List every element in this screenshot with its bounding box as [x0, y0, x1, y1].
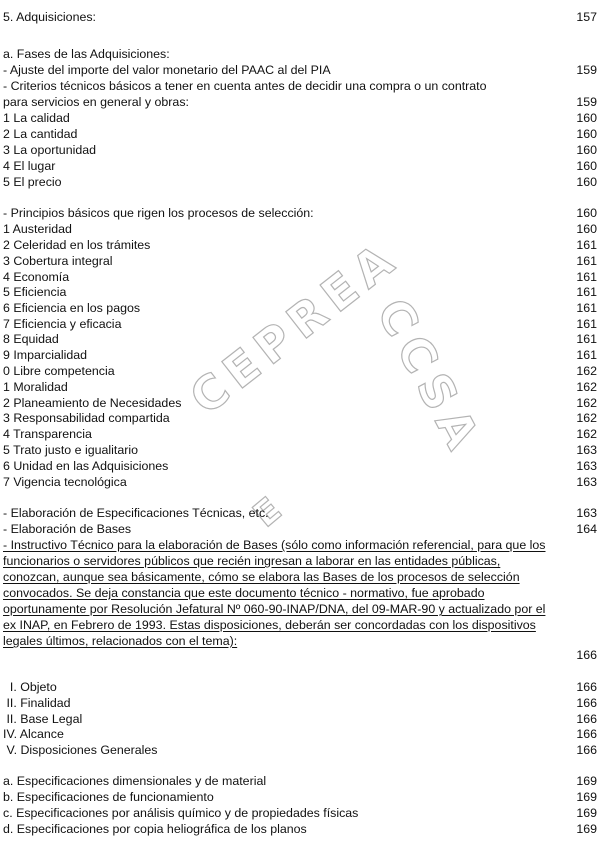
entry-text: II. Base Legal	[3, 712, 83, 726]
entry-text: 2 La cantidad	[3, 127, 78, 141]
toc-entry	[0, 379, 600, 395]
entry-page: 162	[576, 396, 597, 410]
toc-entry	[0, 458, 600, 474]
entry-text: 3 La oportunidad	[3, 143, 97, 157]
entry-text: 7 Eficiencia y eficacia	[3, 317, 122, 331]
entry-page: 166	[576, 712, 597, 726]
entry-text: 5. Adquisiciones:	[3, 10, 96, 24]
toc-entry	[0, 110, 600, 126]
entry-page: 163	[576, 459, 597, 473]
watermark-bottom: CCSA	[366, 289, 494, 465]
entry-page: 160	[576, 175, 597, 189]
entry-text: 2 Celeridad en los trámites	[3, 238, 151, 252]
toc-entry	[0, 331, 600, 347]
toc-entry	[0, 300, 600, 316]
entry-page: 162	[576, 380, 597, 394]
entry-page: 169	[576, 822, 597, 836]
section-entry	[0, 742, 600, 758]
entry-text: 2 Planeamiento de Necesidades	[3, 396, 182, 410]
entry-text: 4 Economía	[3, 270, 70, 284]
toc-entry	[0, 62, 600, 78]
entry-page: 161	[576, 285, 597, 299]
section-entry	[0, 679, 600, 695]
entry-page: 161	[576, 254, 597, 268]
toc-entry	[0, 474, 600, 490]
entry-text: - Principios básicos que rigen los procesos de selección:	[3, 206, 314, 220]
toc-entry	[0, 174, 600, 190]
toc-entry	[0, 347, 600, 363]
entry-page: 161	[576, 301, 597, 315]
toc-entry	[0, 442, 600, 458]
toc-entry	[0, 46, 600, 62]
entry-page: 166	[576, 727, 597, 741]
entry-page: 162	[576, 411, 597, 425]
entry-text: 5 Trato justo e igualitario	[3, 443, 138, 457]
entry-page: 164	[576, 522, 597, 536]
section-entry	[0, 726, 600, 742]
entry-text: - Criterios técnicos básicos a tener en cuenta antes de decidir una compra o un contrato	[3, 79, 487, 93]
entry-page: 160	[576, 127, 597, 141]
entry-page: 162	[576, 364, 597, 378]
entry-text: I. Objeto	[3, 680, 57, 694]
spec-entry	[0, 773, 600, 789]
entry-page: 163	[576, 443, 597, 457]
entry-page: 159	[576, 63, 597, 77]
entry-text: - Elaboración de Bases	[3, 522, 132, 536]
toc-entry	[0, 505, 600, 521]
entry-text: 5 Eficiencia	[3, 285, 67, 299]
instructivo-paragraph	[3, 537, 551, 649]
toc-entry	[0, 316, 600, 332]
entry-text: 6 Eficiencia en los pagos	[3, 301, 141, 315]
entry-page: 166	[576, 696, 597, 710]
instructivo-page-row	[0, 647, 600, 663]
spec-entry	[0, 805, 600, 821]
section-entry	[0, 695, 600, 711]
entry-text: 1 La calidad	[3, 111, 70, 125]
entry-text: 5 El precio	[3, 175, 62, 189]
entry-page: 159	[576, 95, 597, 109]
entry-text: 4 Transparencia	[3, 427, 92, 441]
entry-page: 161	[576, 332, 597, 346]
entry-text: 8 Equidad	[3, 332, 59, 346]
entry-text: a. Especificaciones dimensionales y de material	[3, 774, 267, 788]
toc-entry	[0, 395, 600, 411]
toc-entry	[0, 94, 600, 110]
entry-text: 9 Imparcialidad	[3, 348, 88, 362]
entry-page: 161	[576, 348, 597, 362]
toc-entry	[0, 237, 600, 253]
entry-text: IV. Alcance	[3, 727, 64, 741]
entry-page: 163	[576, 506, 597, 520]
entry-text: - Ajuste del importe del valor monetario del PAAC al del PIA	[3, 63, 331, 77]
toc-entry	[0, 205, 600, 221]
entry-text: d. Especificaciones por copia heliográfica de los planos	[3, 822, 307, 836]
entry-page: 163	[576, 475, 597, 489]
entry-page: 169	[576, 774, 597, 788]
watermark-middle: E	[245, 484, 296, 536]
entry-text: II. Finalidad	[3, 696, 71, 710]
spec-entry	[0, 789, 600, 805]
entry-page: 160	[576, 159, 597, 173]
toc-entry	[0, 363, 600, 379]
entry-text: 3 Responsabilidad compartida	[3, 411, 170, 425]
entry-text: c. Especificaciones por análisis químico y de propiedades físicas	[3, 806, 359, 820]
instructivo-lead: - Instructivo Técnico para la elaboración de Bases	[3, 538, 282, 552]
entry-page: 166	[576, 648, 597, 662]
toc-entry	[0, 221, 600, 237]
entry-text: 3 Cobertura integral	[3, 254, 113, 268]
entry-text: b. Especificaciones de funcionamiento	[3, 790, 214, 804]
entry-text: a. Fases de las Adquisiciones:	[3, 47, 170, 61]
entry-page: 160	[576, 111, 597, 125]
section-entry	[0, 711, 600, 727]
toc-entry	[0, 126, 600, 142]
entry-page: 162	[576, 427, 597, 441]
entry-page: 169	[576, 790, 597, 804]
instructivo-body: (sólo como información referencial, para que los funcionarios o servidores públicos que recién ingresan a laborar en las entidades públicas, conozcan, aunque sea básicamente, cómo se elabora las Bases de los procesos de selección convocados. Se deja constancia que este documento técnico - normativo, fue aprobado oportunamente por Resolución Jefatural Nº 060-90-INAP/DNA, del 09-MAR-90 y actualizado por el ex INAP, en Febrero de 1993. Estas disposiciones, deberán ser concordadas con los dispositivos legales últimos, relacionados con el tema):	[3, 538, 546, 648]
toc-entry	[0, 253, 600, 269]
entry-text: - Elaboración de Especificaciones Técnicas, etc.	[3, 506, 269, 520]
entry-page: 157	[576, 10, 597, 24]
toc-entry	[0, 284, 600, 300]
entry-page: 160	[576, 206, 597, 220]
entry-text: 6 Unidad en las Adquisiciones	[3, 459, 169, 473]
entry-text: 4 El lugar	[3, 159, 56, 173]
entry-text: 1 Austeridad	[3, 222, 72, 236]
entry-page: 166	[576, 680, 597, 694]
toc-entry	[0, 142, 600, 158]
toc-entry	[0, 410, 600, 426]
entry-text: V. Disposiciones Generales	[3, 743, 158, 757]
entry-page: 169	[576, 806, 597, 820]
spec-entry	[0, 821, 600, 837]
watermark-top: CEPREA	[179, 228, 410, 426]
toc-entry	[0, 269, 600, 285]
toc-entry	[0, 426, 600, 442]
entry-text: 0 Libre competencia	[3, 364, 115, 378]
toc-entry	[0, 158, 600, 174]
entry-page: 160	[576, 143, 597, 157]
toc-entry	[0, 78, 600, 94]
entry-page: 161	[576, 238, 597, 252]
toc-entry	[0, 9, 600, 25]
entry-text: 7 Vigencia tecnológica	[3, 475, 127, 489]
entry-page: 160	[576, 222, 597, 236]
entry-text: 1 Moralidad	[3, 380, 68, 394]
entry-text: para servicios en general y obras:	[3, 95, 189, 109]
toc-entry	[0, 521, 600, 537]
entry-page: 161	[576, 317, 597, 331]
entry-page: 166	[576, 743, 597, 757]
entry-page: 161	[576, 270, 597, 284]
